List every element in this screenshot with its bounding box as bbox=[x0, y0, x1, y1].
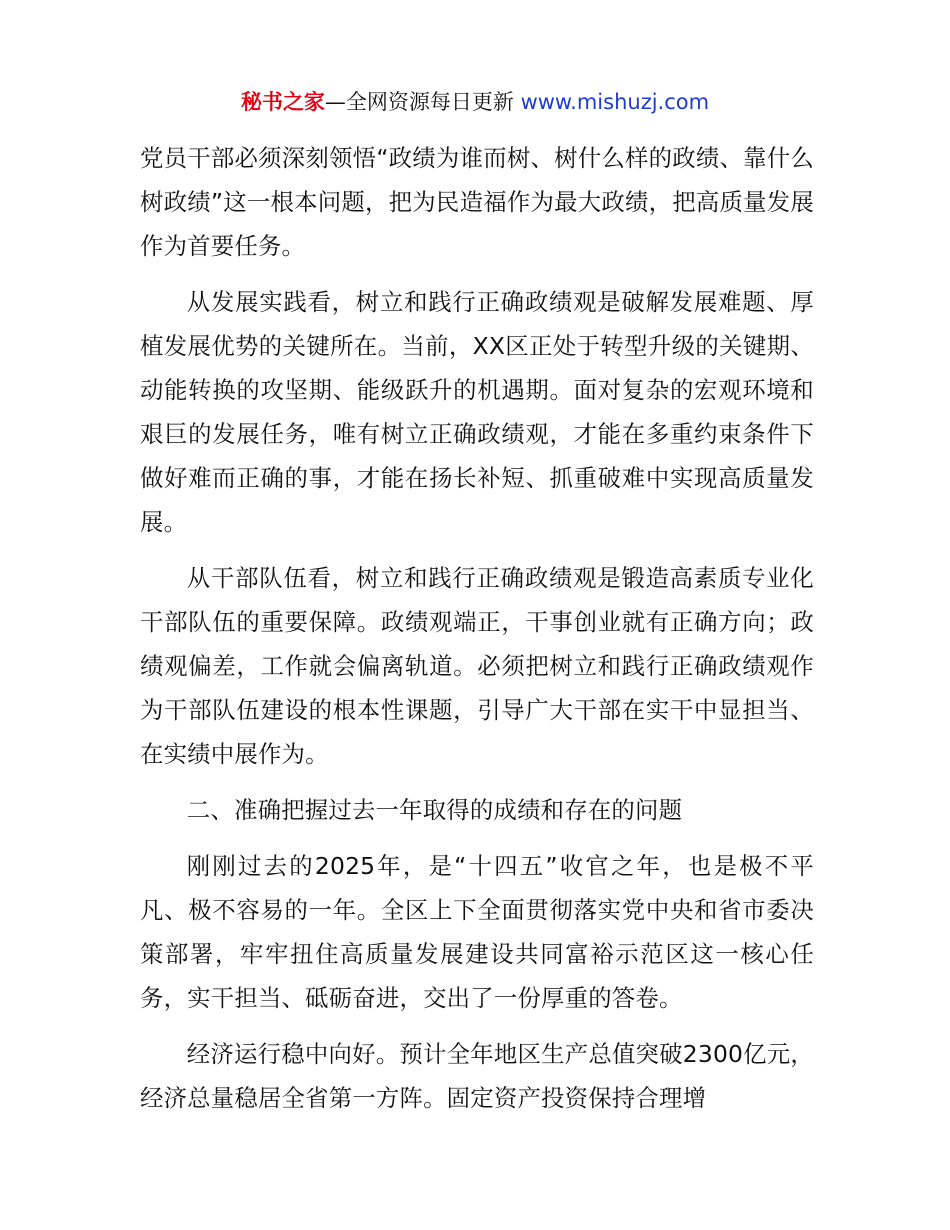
paragraph-continuation: 党员干部必须深刻领悟“政绩为谁而树、树什么样的政绩、靠什么树政绩”这一根本问题，把为民造福作为最大政绩，把高质量发展作为首要任务。 bbox=[140, 144, 814, 260]
site-url-link[interactable]: www.mishuzj.com bbox=[520, 90, 710, 114]
paragraph: 从发展实践看，树立和践行正确政绩观是破解发展难题、厚植发展优势的关键所在。当前，XX区正处于转型升级的关键期、动能转换的攻坚期、能级跃升的机遇期。面对复杂的宏观环境和艰巨的发展任务，唯有树立正确政绩观，才能在多重约束条件下做好难而正确的事，才能在扬长补短、抓重破难中实现高质量发展。 bbox=[140, 288, 814, 536]
section-heading: 二、准确把握过去一年取得的成绩和存在的问题 bbox=[186, 796, 683, 824]
site-header bbox=[0, 88, 950, 116]
document-body bbox=[140, 136, 814, 1132]
paragraph: 经济运行稳中向好。预计全年地区生产总值突破2300亿元，经济总量稳居全省第一方阵。固定资产投资保持合理增 bbox=[140, 1040, 814, 1112]
brand-name: 秘书之家 bbox=[240, 90, 325, 114]
paragraph: 从干部队伍看，树立和践行正确政绩观是锻造高素质专业化干部队伍的重要保障。政绩观端正，干事创业就有正确方向；政绩观偏差，工作就会偏离轨道。必须把树立和践行正确政绩观作为干部队伍建设的根本性课题，引导广大干部在实干中显担当、在实绩中展作为。 bbox=[140, 564, 814, 768]
header-tagline: —全网资源每日更新 bbox=[324, 90, 514, 114]
paragraph: 刚刚过去的2025年，是“十四五”收官之年，也是极不平凡、极不容易的一年。全区上下全面贯彻落实党中央和省市委决策部署，牢牢扭住高质量发展建设共同富裕示范区这一核心任务，实干担当、砥砺奋进，交出了一份厚重的答卷。 bbox=[140, 852, 814, 1012]
